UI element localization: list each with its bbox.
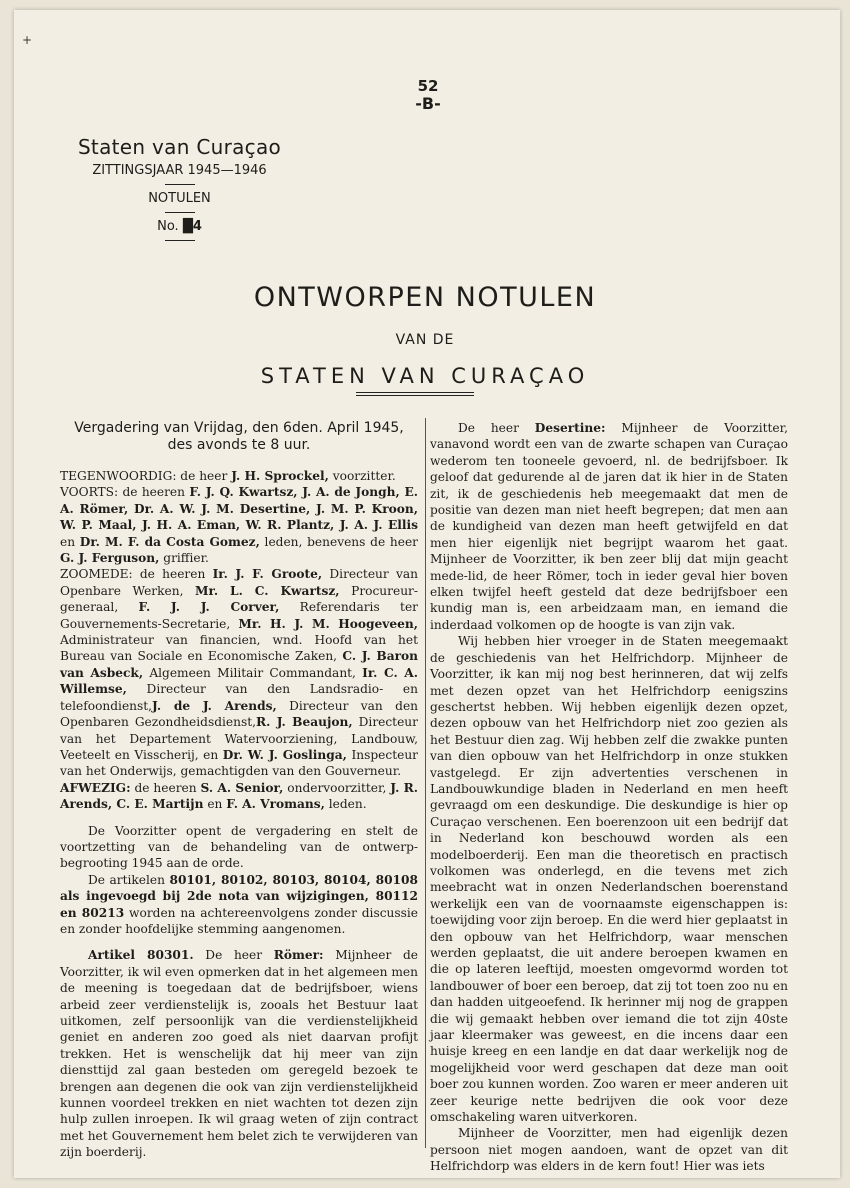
- text-run: Directeur van Openbare Werken,: [60, 567, 418, 598]
- van-de-label: VAN DE: [395, 332, 455, 348]
- text-run: de heeren: [132, 567, 213, 582]
- page-number-bottom: -B-: [415, 94, 441, 113]
- main-title: ONTWORPEN NOTULEN: [253, 282, 597, 313]
- masthead: [72, 135, 287, 247]
- text-run: de heeren: [130, 780, 201, 795]
- meeting-line-2: des avonds te 8 uur.: [167, 437, 311, 453]
- text-run: Inspecteur van het Onderwijs, gemachtigden van den Gouverneur.: [60, 747, 418, 779]
- issue-number: [72, 219, 287, 234]
- official-name: Ir. J. F. Groote,: [212, 567, 323, 582]
- speech-text: Mijnheer de Voorzitter, ik wil even opmerken dat in het algemeen men de meening is toegedaan dat de bedrijfsboer, wiens arbeid zeer verdienstelijk is, zooals het Bestuur laat uitkomen, zelf persoonlijk van die verdienstelijkheid geniet en anderen zoo goed als niet daarvan profijt trekken. Het is wenschelijk dat hij meer van zijn diensttijd zal gaan besteden om geregeld bezoek te brengen aan degenen die ook van zijn verdienstelijkheid kunnen voordeel trekken en niet wachten tot dezen zijn hulp zullen inroepen. Ik wil graag weten of zijn contract met het Gouvernement hem belet zich te verwijderen van zijn boerderij.: [60, 948, 418, 1160]
- text-run: Referendaris ter Gouvernements-Secretarie,: [60, 600, 418, 631]
- meeting-line-1: Vergadering van Vrijdag, den 6den. April 1945,: [74, 420, 404, 436]
- text-run: Procureur-generaal,: [60, 583, 418, 615]
- masthead-divider: [165, 184, 195, 185]
- official-name: R. J. Beaujon,: [255, 715, 353, 730]
- masthead-divider-3: [165, 240, 195, 241]
- zoomede-paragraph: [60, 566, 418, 779]
- speaker-name: Römer:: [273, 948, 324, 963]
- text-run: en: [203, 797, 227, 812]
- official-name: Dr. W. J. Goslinga,: [222, 747, 347, 762]
- text-run: voorzitter.: [328, 469, 396, 483]
- official-name: Ir. C. A. Willemse,: [60, 665, 418, 697]
- text-run: ondervoorzitter,: [283, 780, 391, 795]
- articles-paragraph: [60, 872, 418, 938]
- text-run: Directeur van het Departement Watervoorziening, Landbouw, Veeteelt en Visscherij, en: [60, 715, 418, 762]
- corner-mark: +: [22, 33, 33, 47]
- text-run: De heer: [193, 948, 274, 963]
- page-number-top: 52: [417, 77, 439, 95]
- member-names: F. J. Q. Kwartsz, J. A. de Jongh, E. A. Römer, Dr. A. W. J. M. Desertine, J. M. P. Kroon, W. P. Maal, J. H. A. Eman, W. R. Plantz, J. A. J. Ellis: [60, 485, 418, 533]
- official-name: Mr. L. C. Kwartsz,: [195, 583, 340, 598]
- text-run: en: [60, 534, 80, 549]
- voorts-label: VOORTS:: [60, 485, 119, 500]
- text-run: De artikelen: [88, 872, 170, 887]
- present-paragraph: [60, 468, 418, 484]
- closing-paragraph: Mijnheer de Voorzitter, men had eigenlijk dezen persoon niet mogen aandoen, want de opzet van dit Helfrichdorp was elders in de kern fout! Hier was iets: [430, 1126, 788, 1174]
- text-run: Algemeen Militair Commandant,: [143, 665, 363, 680]
- text-run: leden.: [324, 797, 367, 812]
- speech-text: Mijnheer de Voorzitter, vanavond wordt een van de zwarte schapen van Curaçao wederom ten tooneele gevoerd, nl. de bedrijfsboer. Ik geloof dat gedurende al de jaren dat ik hier in de Staten zit, ik de geschiedenis heb meegemaakt dat men de positie van dezen man niet heeft begrepen; dat men aan de kundigheid van dezen man heeft getwijfeld en dat men hier eigenlijk niet begrijpt waarom het gaat. Mijnheer de Voorzitter, ik ben zeer blij dat mijn geacht mede-lid, de heer Römer, toch in ieder geval hier boven elken twijfel heeft gesteld dat deze bedrijfsboer een kundig man is, een arbeidzaam man, en iemand die inderdaad volkomen op de hoogte is van zijn vak.: [430, 421, 788, 632]
- title-rule: [356, 392, 474, 396]
- official-name: F. J. J. Corver,: [138, 600, 280, 615]
- text-run: leden, benevens de heer: [259, 534, 418, 549]
- left-column: [60, 420, 418, 1161]
- article-numbers: 80101, 80102, 80103, 80104, 80108 als ingevoegd bij 2de nota van wijzigingen, 80112 en 80213: [60, 872, 418, 920]
- absent-name: F. A. Vromans,: [226, 797, 325, 812]
- column-divider: [425, 418, 426, 1148]
- zoomede-label: ZOOMEDE:: [60, 567, 133, 582]
- right-column: [430, 420, 788, 1175]
- text-run: griffier.: [159, 551, 209, 566]
- member-name: Dr. M. F. da Costa Gomez,: [79, 534, 260, 549]
- helfrichdorp-paragraph: Wij hebben hier vroeger in de Staten meegemaakt de geschiedenis van het Helfrichdorp. Mijnheer de Voorzitter, ik kan mij nog best herinneren, dat wij zelfs met dezen opzet van het Helfrichdorp eenigszins geschertst hebben. Wij hebben eigenlijk dezen opzet, dezen opbouw van het Helfrichdorp niet zoo gezien als het Bestuur dien zag. Wij hebben zelf die zwakke punten van dien opbouw van het Helfrichdorp in onze stukken vastgelegd. Er zijn advertenties verschenen in Landbouwkundige bladen in Nederland en men heeft gevraagd om een deskundige. Die deskundige is hier op Curaçao verschenen. Een boerenzoon uit een bedrijf dat in Nederland kon beschouwd worden als een modelboerderij. Een man die theoretisch en practisch volkomen was onderlegd, en die tevens met zich meebracht wat in onzen Nederlandschen boerenstand werkelijk een van de voornaamste eigenschappen is: toewijding voor zijn beroep. En die werd hier geplaatst in den opbouw van het Helfrichdorp, waar menschen werden geplaatst, die uit andere beroepen kwamen en die op lateren leeftijd, moesten omgevormd worden tot landbouwer of boer een beroep, dat zij tot toen zoo nu en dan hadden uitgeoefend. Ik herinner mij nog de grappen die wij gemaakt hebben over iemand die tot zijn 40ste jaar kleermaker was geweest, en die incens daar een huisje kreeg en een landje en dat daar werkelijk nog de mogelijkheid voor werd geschapen dat deze man ooit boer zou kunnen worden. Zoo waren er meer anderen uit zeer keurige nette bedrijven die ook voor deze omschakeling waren uitverkoren.: [430, 634, 788, 1125]
- official-name: J. de J. Arends,: [152, 698, 277, 713]
- official-name: Mr. H. J. M. Hoogeveen,: [238, 616, 418, 631]
- text-run: Administrateur van financien, wnd. Hoofd van het Bureau van Sociale en Economische Zaken,: [60, 633, 418, 664]
- afwezig-paragraph: [60, 780, 418, 813]
- issue-number-label: No.: [157, 219, 179, 234]
- text-run: Directeur van den Landsradio- en telefoondienst,: [60, 682, 418, 713]
- desertine-paragraph: [430, 420, 788, 633]
- text-run: de heer: [176, 469, 232, 483]
- afwezig-label: AFWEZIG:: [60, 780, 131, 795]
- page-number: [378, 78, 478, 112]
- present-label: TEGENWOORDIG:: [60, 469, 177, 483]
- session-year: ZITTINGSJAAR 1945—1946: [92, 163, 267, 178]
- notulen-label: NOTULEN: [148, 191, 211, 206]
- absent-name: S. A. Senior,: [200, 780, 284, 795]
- text-run: Directeur van den Openbaren Gezondheidsdienst,: [60, 698, 419, 730]
- clerk-name: G. J. Ferguson,: [60, 551, 160, 566]
- opening-paragraph: De Voorzitter opent de vergadering en stelt de voortzetting van de behandeling van de ontwerp-begrooting 1945 aan de orde.: [60, 823, 418, 871]
- chair-name: J. H. Sprockel,: [231, 469, 329, 483]
- article-label: Artikel 80301.: [88, 948, 194, 963]
- speaker-name: Desertine:: [534, 421, 606, 435]
- voorts-paragraph: [60, 484, 418, 566]
- official-name: C. J. Baron van Asbeck,: [60, 649, 419, 680]
- masthead-divider-2: [165, 212, 195, 213]
- masthead-title: Staten van Curaçao: [77, 135, 282, 159]
- artikel-paragraph: [60, 947, 418, 1160]
- issue-number-value: █4: [182, 219, 202, 234]
- sub-title: STATEN VAN CURAÇAO: [260, 364, 590, 388]
- text-run: De heer: [458, 421, 535, 435]
- text-run: worden na achtereenvolgens zonder discussie en zonder hoofdelijke stemming aangenomen.: [60, 905, 419, 936]
- meeting-heading: [60, 420, 418, 454]
- text-run: de heeren: [118, 485, 190, 500]
- absent-names: J. R. Arends, C. E. Martijn: [60, 780, 418, 812]
